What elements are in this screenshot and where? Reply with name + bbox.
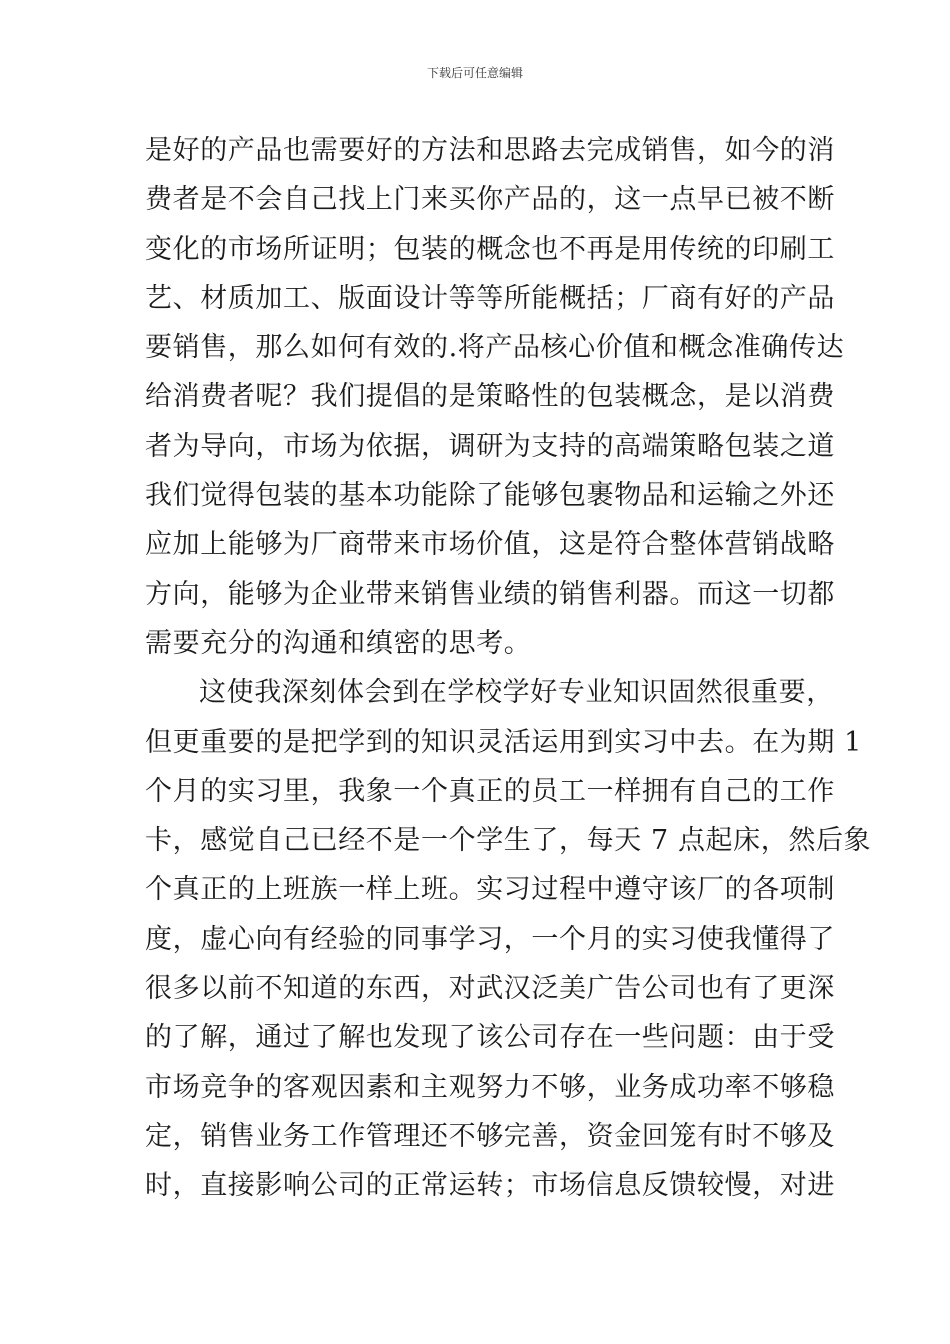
text-line: 市场竞争的客观因素和主观努力不够，业务成功率不够稳 xyxy=(145,1071,835,1103)
text-line: 定，销售业务工作管理还不够完善，资金回笼有时不够及 xyxy=(145,1120,835,1152)
text-line: 但更重要的是把学到的知识灵活运用到实习中去。在为期 1 xyxy=(145,726,862,758)
text-line: 个月的实习里，我象一个真正的员工一样拥有自己的工作 xyxy=(145,775,835,807)
text-line: 要销售，那么如何有效的.将产品核心价值和概念准确传达 xyxy=(145,332,845,364)
text-line: 的了解，通过了解也发现了该公司存在一些问题：由于受 xyxy=(145,1022,835,1054)
text-line: 度，虚心向有经验的同事学习，一个月的实习使我懂得了 xyxy=(145,923,835,955)
text-line: 需要充分的沟通和缜密的思考。 xyxy=(145,627,532,659)
text-line: 这使我深刻体会到在学校学好专业知识固然很重要， xyxy=(199,677,834,709)
text-line: 方向，能够为企业带来销售业绩的销售利器。而这一切都 xyxy=(145,578,835,610)
text-line: 变化的市场所证明；包装的概念也不再是用传统的印刷工 xyxy=(145,233,835,265)
paragraph xyxy=(145,668,872,1210)
text-line: 应加上能够为厂商带来市场价值，这是符合整体营销战略 xyxy=(145,529,835,561)
document-body xyxy=(145,126,872,1211)
page-header: 下载后可任意编辑 xyxy=(426,66,523,80)
text-line: 是好的产品也需要好的方法和思路去完成销售，如今的消 xyxy=(145,135,835,166)
text-line: 艺、材质加工、版面设计等等所能概括；厂商有好的产品 xyxy=(145,282,835,314)
text-line: 费者是不会自己找上门来买你产品的，这一点早已被不断 xyxy=(145,184,835,216)
text-line: 者为导向，市场为依据，调研为支持的高端策略包装之道 xyxy=(145,430,835,462)
paragraph xyxy=(145,126,845,668)
text-line: 时，直接影响公司的正常运转；市场信息反馈较慢，对进 xyxy=(145,1170,835,1202)
text-line: 卡，感觉自己已经不是一个学生了，每天 7 点起床，然后象 xyxy=(145,825,872,857)
text-line: 很多以前不知道的东西，对武汉泛美广告公司也有了更深 xyxy=(145,973,835,1005)
text-line: 给消费者呢？我们提倡的是策略性的包装概念，是以消费 xyxy=(145,381,835,413)
text-line: 我们觉得包装的基本功能除了能够包裹物品和运输之外还 xyxy=(145,480,835,512)
text-line: 个真正的上班族一样上班。实习过程中遵守该厂的各项制 xyxy=(145,874,835,906)
